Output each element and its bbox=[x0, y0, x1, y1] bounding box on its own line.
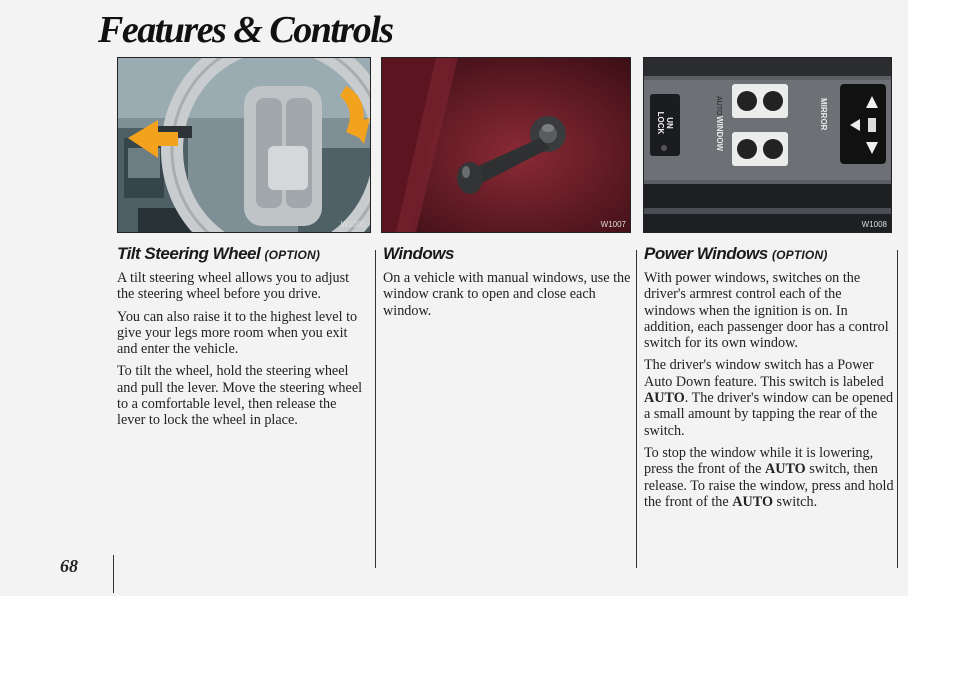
text-run: To stop the window while it is lowering, press the front of the bbox=[644, 444, 874, 478]
windows-section bbox=[383, 244, 633, 325]
steering-wheel-illustration bbox=[118, 58, 370, 232]
unlock-switch-label: UN LOCK bbox=[656, 111, 674, 135]
paragraph bbox=[644, 445, 894, 510]
photo-code: W1008 bbox=[861, 220, 887, 229]
power-switch-panel-illustration bbox=[644, 58, 891, 232]
paragraph: On a vehicle with manual windows, use the window crank to open and close each window. bbox=[383, 270, 631, 319]
paragraph: You can also raise it to the highest level to give your legs more room when you exit and enter the vehicle. bbox=[117, 308, 358, 358]
power-windows-section bbox=[644, 244, 894, 516]
paragraph bbox=[644, 357, 894, 438]
tilt-steering-heading bbox=[117, 244, 367, 264]
column-divider-1 bbox=[375, 250, 376, 568]
heading-text: Power Windows bbox=[644, 244, 768, 263]
column-divider-2 bbox=[636, 250, 637, 568]
tilt-steering-section bbox=[117, 244, 367, 435]
heading-text: Tilt Steering Wheel bbox=[117, 244, 261, 263]
section-title: Features & Controls bbox=[98, 9, 393, 51]
text-run: The driver's window switch has a Power Auto Down feature. This switch is labeled bbox=[644, 357, 884, 390]
option-tag: (OPTION) bbox=[771, 248, 828, 262]
window-crank-photo bbox=[381, 57, 631, 233]
photo-code: W1000 bbox=[340, 220, 366, 229]
page-number: 68 bbox=[60, 556, 78, 576]
windows-heading: Windows bbox=[383, 244, 454, 263]
power-window-switch-photo bbox=[643, 57, 892, 233]
auto-keyword: AUTO bbox=[732, 493, 773, 510]
text-run: switch. bbox=[772, 493, 818, 510]
photo-code: W1007 bbox=[600, 220, 626, 229]
auto-keyword: AUTO bbox=[764, 461, 806, 478]
paragraph: With power windows, switches on the driver's armrest control each of the windows when the ignition is on. In addition, each passenger door has a control switch for its own window. bbox=[644, 270, 889, 352]
paragraph: A tilt steering wheel allows you to adjust the steering wheel before you drive. bbox=[117, 270, 350, 303]
option-tag: (OPTION) bbox=[264, 248, 321, 262]
tilt-steering-photo bbox=[117, 57, 371, 233]
text-run: switch, then release. To raise the window, press and hold the front of the bbox=[644, 461, 894, 510]
right-column-rule bbox=[897, 250, 898, 568]
text-run: . The driver's window can be opened a small amount by tapping the rear of the switch. bbox=[644, 390, 894, 439]
power-windows-heading bbox=[644, 244, 894, 264]
auto-switch-label: AUTO bbox=[715, 96, 722, 116]
mirror-switch-label: MIRROR bbox=[819, 98, 828, 131]
window-crank-illustration bbox=[382, 58, 630, 232]
auto-keyword: AUTO bbox=[644, 390, 685, 407]
left-margin-rule bbox=[113, 555, 114, 593]
window-switch-label: WINDOW bbox=[715, 116, 724, 152]
paragraph: To tilt the wheel, hold the steering wheel and pull the lever. Move the steering wheel to a comfortable level, then release the lever to lock the wheel in place. bbox=[117, 363, 363, 429]
